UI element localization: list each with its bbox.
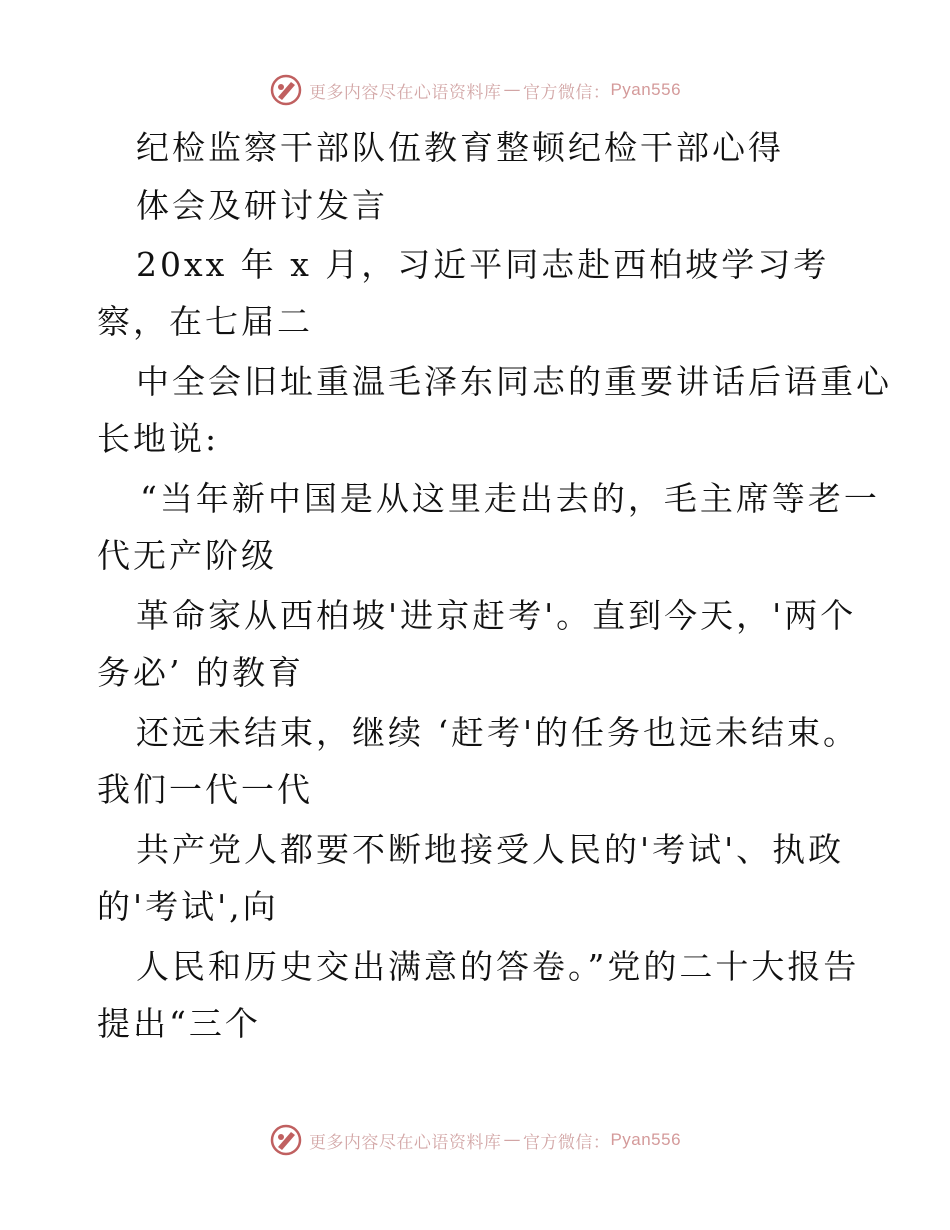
watermark-separator: — xyxy=(503,80,521,100)
watermark-logo-icon xyxy=(269,1123,303,1157)
watermark-wechat-id: Pyan556 xyxy=(610,1130,682,1149)
text-line: 中全会旧址重温毛泽东同志的重要讲话后语重心 xyxy=(136,362,892,401)
text-line: “当年新中国是从这里走出去的，毛主席等老一 xyxy=(140,479,880,518)
watermark-separator: — xyxy=(503,1130,521,1150)
text-line: 共产党人都要不断地接受人民的'考试'、执政 xyxy=(136,830,845,869)
watermark-wechat-id: Pyan556 xyxy=(610,80,682,99)
text-line: 察，在七届二 xyxy=(97,302,313,341)
header-watermark xyxy=(0,70,950,110)
watermark-wechat-label: 官方微信： xyxy=(522,82,611,103)
text-line: 提出“三个 xyxy=(97,1004,261,1043)
footer-watermark xyxy=(0,1120,950,1160)
text-line: 体会及研讨发言 xyxy=(136,186,388,225)
text-line: 长地说: xyxy=(97,419,220,458)
watermark-wechat-label: 官方微信： xyxy=(522,1132,611,1153)
watermark-text: 更多内容尽在心语资料库 xyxy=(308,1132,502,1153)
watermark-text: 更多内容尽在心语资料库 xyxy=(308,82,502,103)
text-line: 革命家从西柏坡'进京赶考'。直到今天，'两个 xyxy=(136,596,857,635)
text-line: 20xx 年 x 月，习近平同志赴西柏坡学习考 xyxy=(136,245,830,284)
text-line: 我们一代一代 xyxy=(97,770,313,809)
text-line: 务必’ 的教育 xyxy=(97,653,304,692)
text-line: 代无产阶级 xyxy=(97,536,277,575)
text-line: 的'考试',向 xyxy=(97,887,279,926)
text-line: 人民和历史交出满意的答卷。”党的二十大报告 xyxy=(136,947,860,986)
text-line: 还远未结束，继续 ‘赶考'的任务也远未结束。 xyxy=(136,713,860,752)
watermark-logo-icon xyxy=(269,73,303,107)
text-line: 纪检监察干部队伍教育整顿纪检干部心得 xyxy=(136,128,784,167)
